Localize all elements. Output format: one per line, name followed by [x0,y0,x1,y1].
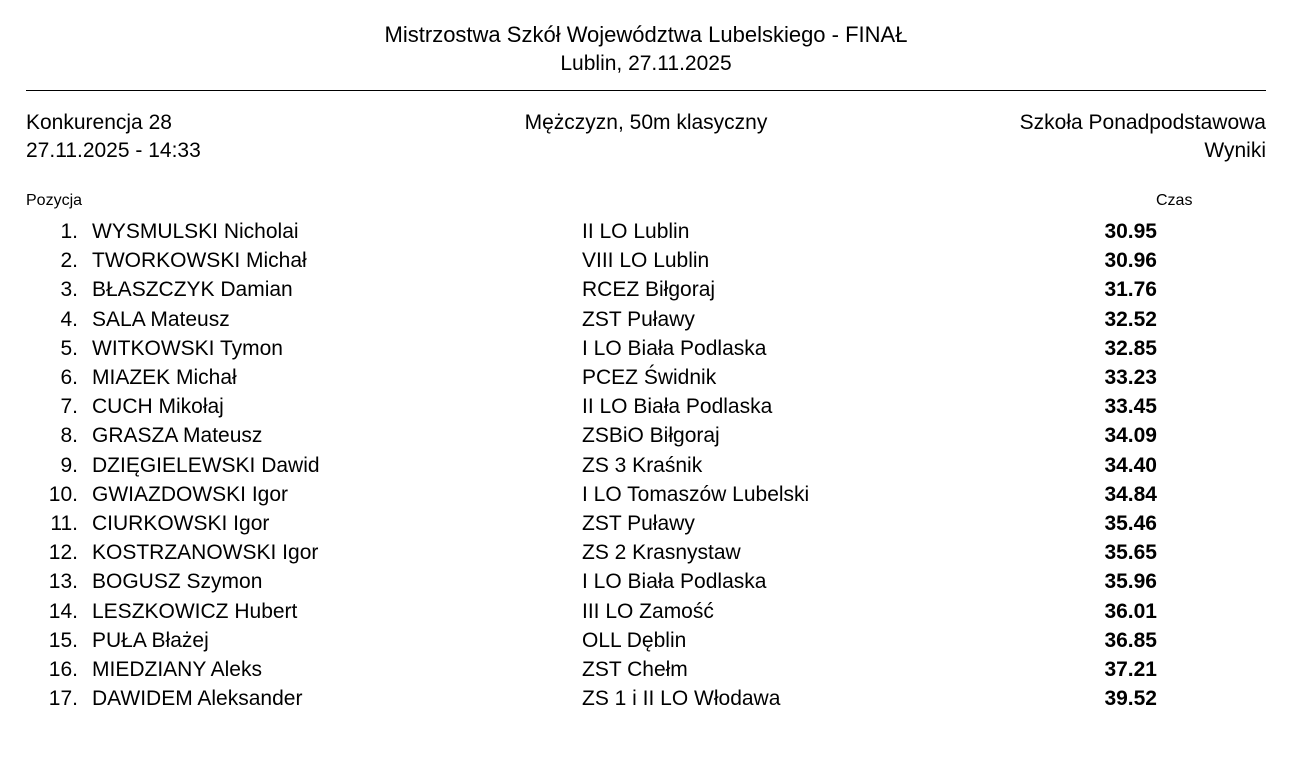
result-swimmer-name: WYSMULSKI Nicholai [92,220,299,243]
table-row [26,626,1266,655]
result-time: 34.84 [1104,482,1157,506]
result-time: 36.01 [1104,599,1157,623]
result-club: RCEZ Biłgoraj [582,278,716,302]
result-swimmer-name: GRASZA Mateusz [92,424,263,448]
result-time: 30.96 [1104,249,1157,273]
result-club: ZS 2 Krasnystaw [582,541,741,565]
column-header-time: Czas [1156,192,1193,209]
result-place: 13. [48,570,78,594]
table-row [26,480,1266,509]
result-club: ZS 1 i II LO Włodawa [582,687,781,711]
result-club: ZST Chełm [582,658,688,682]
result-time: 34.09 [1104,424,1157,448]
table-row [26,217,1266,246]
result-swimmer-name: SALA Mateusz [92,307,230,331]
result-place: 16. [48,658,78,682]
table-row [26,246,1266,275]
event-description: Mężczyzn, 50m klasyczny [524,111,768,134]
result-time: 31.76 [1104,278,1157,302]
result-club: I LO Tomaszów Lubelski [582,482,810,506]
table-row [26,597,1266,626]
result-swimmer-name: MIAZEK Michał [92,366,237,390]
meet-title: Mistrzostwa Szkół Województwa Lubelskiego - FINAŁ [384,22,908,47]
event-header [26,109,1266,165]
result-club: VIII LO Lublin [582,249,710,273]
result-time: 34.40 [1104,453,1157,477]
result-swimmer-name: KOSTRZANOWSKI Igor [92,541,319,565]
table-row [26,275,1266,304]
result-place: 8. [60,424,78,448]
table-row [26,567,1266,596]
result-place: 7. [60,395,78,419]
result-swimmer-name: TWORKOWSKI Michał [92,249,307,273]
result-place: 6. [60,366,78,390]
result-club: II LO Biała Podlaska [582,395,773,419]
result-place: 17. [48,687,78,711]
table-row [26,305,1266,334]
event-number: Konkurencja 28 [26,111,172,134]
result-time: 39.52 [1104,687,1157,711]
result-place: 14. [48,599,78,623]
column-header-place: Pozycja [26,192,83,209]
result-club: ZS 3 Kraśnik [582,453,703,477]
table-row [26,392,1266,421]
result-time: 36.85 [1104,628,1157,652]
event-phase: Wyniki [1204,139,1266,162]
meet-header [26,0,1266,78]
result-place: 2. [60,249,78,273]
result-place: 1. [60,220,78,243]
result-club: III LO Zamość [582,599,714,623]
result-time: 33.45 [1104,395,1157,419]
result-time: 35.46 [1104,512,1157,536]
event-left-block [26,109,435,165]
result-time: 32.85 [1104,336,1157,360]
result-place: 9. [60,453,78,477]
table-row [26,421,1266,450]
result-swimmer-name: DZIĘGIELEWSKI Dawid [92,453,320,477]
result-club: II LO Lublin [582,220,690,243]
result-swimmer-name: BŁASZCZYK Damian [92,278,293,302]
result-club: PCEZ Świdnik [582,366,717,390]
meet-location-date: Lublin, 27.11.2025 [560,52,732,75]
result-place: 3. [60,278,78,302]
column-headers [26,191,1266,211]
result-club: ZSBiO Biłgoraj [582,424,720,448]
result-time: 35.96 [1104,570,1157,594]
table-row [26,684,1266,713]
event-right-block [857,109,1266,165]
result-place: 11. [50,512,78,536]
result-swimmer-name: CIURKOWSKI Igor [92,512,270,536]
result-place: 4. [60,307,78,331]
result-swimmer-name: BOGUSZ Szymon [92,570,263,594]
result-swimmer-name: WITKOWSKI Tymon [92,336,283,360]
result-club: ZST Puławy [582,512,695,536]
event-center-block [435,109,857,137]
column-header-spacer [96,191,1156,211]
result-club: I LO Biała Podlaska [582,570,767,594]
result-time: 30.95 [1104,220,1157,243]
table-row [26,509,1266,538]
table-row [26,655,1266,684]
result-place: 12. [48,541,78,565]
result-place: 10. [48,482,78,506]
result-swimmer-name: DAWIDEM Aleksander [92,687,303,711]
result-time: 35.65 [1104,541,1157,565]
result-swimmer-name: PUŁA Błażej [92,628,209,652]
result-place: 15. [48,628,78,652]
table-row [26,538,1266,567]
header-divider [26,90,1266,91]
result-swimmer-name: LESZKOWICZ Hubert [92,599,298,623]
result-time: 32.52 [1104,307,1157,331]
result-swimmer-name: MIEDZIANY Aleks [92,658,262,682]
event-category: Szkoła Ponadpodstawowa [1019,111,1266,134]
result-club: OLL Dęblin [582,628,687,652]
result-club: ZST Puławy [582,307,695,331]
table-row [26,451,1266,480]
table-row [26,334,1266,363]
event-datetime: 27.11.2025 - 14:33 [26,139,201,162]
result-club: I LO Biała Podlaska [582,336,767,360]
results-list [26,217,1266,713]
result-swimmer-name: GWIAZDOWSKI Igor [92,482,289,506]
result-swimmer-name: CUCH Mikołaj [92,395,224,419]
result-time: 33.23 [1104,366,1157,390]
result-time: 37.21 [1104,658,1157,682]
result-place: 5. [60,336,78,360]
table-row [26,363,1266,392]
